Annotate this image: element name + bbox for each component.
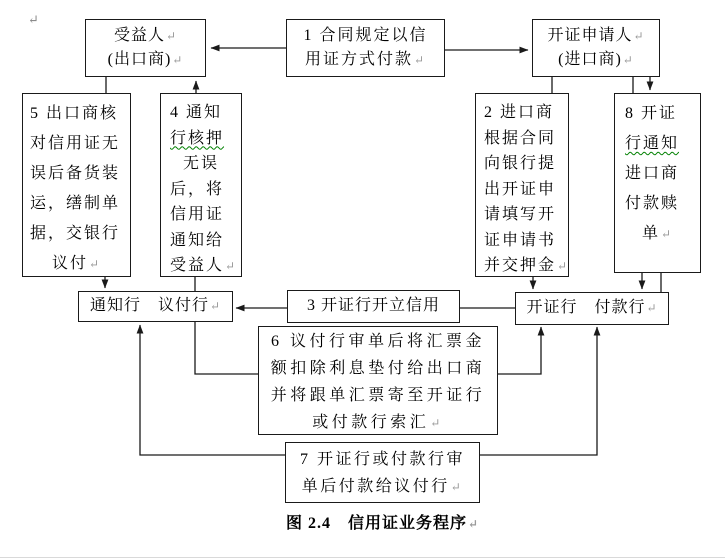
step1-line: 1 合同规定以信: [303, 27, 428, 44]
step3-label: 3 开证行开立信用: [306, 297, 440, 314]
step6-line: 或付款行索汇↵: [312, 414, 444, 431]
return-mark: ↵: [413, 53, 427, 67]
box-beneficiary: [85, 19, 206, 77]
step4-line: 4 通知: [170, 104, 223, 121]
step5-line: 对信用证无: [30, 135, 121, 152]
return-mark: ↵: [467, 517, 480, 531]
step2-line: 2 进口商: [484, 104, 555, 121]
step8-line: 付款赎: [625, 195, 680, 212]
step8-line: 行通知: [625, 135, 680, 152]
box-step3: [287, 290, 460, 323]
step5-line: 议付↵: [51, 255, 102, 272]
paragraph-return-mark: ↵: [28, 12, 39, 27]
return-mark: ↵: [557, 259, 570, 273]
return-mark: ↵: [660, 227, 674, 241]
return-mark: ↵: [622, 53, 634, 67]
step4-line: 信用证: [170, 206, 225, 223]
box-step7: [285, 442, 480, 503]
step7-line: 7 开证行或付款行审: [299, 451, 465, 468]
step4-line: 行核押: [170, 129, 225, 147]
step2-line: 并交押金↵: [484, 257, 570, 274]
step6-line: 并将跟单汇票寄至开证行: [270, 387, 486, 404]
figure-caption: 图 2.4 信用证业务程序↵: [285, 515, 480, 532]
box-step4: [160, 93, 242, 277]
return-mark: ↵: [225, 259, 238, 273]
return-mark: ↵: [450, 480, 464, 494]
return-mark: ↵: [209, 299, 222, 313]
return-mark: ↵: [646, 301, 658, 315]
step4-line: 后，将: [170, 180, 225, 198]
step8-line: 8 开证: [625, 105, 678, 122]
step4-line: 无误: [182, 155, 219, 172]
return-mark: ↵: [172, 53, 184, 67]
box-issuing-paying-bank: [515, 292, 669, 325]
step4-line: 受益人↵: [170, 257, 238, 274]
return-mark: ↵: [430, 416, 444, 430]
box-applicant: [532, 19, 660, 77]
box-step2: [475, 93, 569, 277]
advising-bank-label: 通知行 议付行: [89, 297, 209, 314]
applicant-line: (进口商)↵: [558, 51, 634, 68]
return-mark: ↵: [165, 29, 178, 43]
box-step1-contract: [286, 19, 445, 77]
arrow-step6-to-issuing: [498, 327, 541, 374]
step7-line: 单后付款给议付行↵: [301, 478, 464, 495]
link-advising-to-step6: [195, 322, 258, 374]
step2-line: 出开证申: [484, 180, 557, 198]
beneficiary-line: (出口商)↵: [107, 51, 184, 68]
step5-line: 5 出口商核: [30, 105, 119, 122]
step5-line: 误后备货装: [30, 165, 121, 182]
step8-line: 进口商: [625, 165, 680, 182]
step8-line: 单↵: [641, 225, 674, 242]
step2-line: 向银行提: [484, 155, 557, 172]
return-mark: ↵: [633, 29, 645, 43]
step1-line: 用证方式付款↵: [304, 51, 427, 68]
box-advising-negotiating-bank: [78, 291, 233, 322]
beneficiary-line: 受益人↵: [113, 27, 178, 44]
step2-line: 证申请书: [484, 231, 557, 249]
applicant-line: 开证申请人↵: [547, 27, 645, 44]
box-step6: [258, 326, 498, 435]
box-step5: [22, 93, 131, 277]
step4-line: 通知给: [170, 231, 225, 249]
step5-line: 运，缮制单: [30, 195, 121, 212]
step6-line: 6 议付行审单后将汇票金: [270, 333, 485, 350]
step2-line: 请填写开: [484, 206, 557, 223]
issuing-bank-label: 开证行 付款行: [526, 299, 646, 316]
box-step8: [614, 93, 701, 273]
return-mark: ↵: [88, 257, 102, 271]
step6-line: 额扣除利息垫付给出口商: [270, 360, 486, 377]
step5-line: 据，交银行: [30, 225, 121, 242]
step2-line: 根据合同: [484, 129, 557, 147]
